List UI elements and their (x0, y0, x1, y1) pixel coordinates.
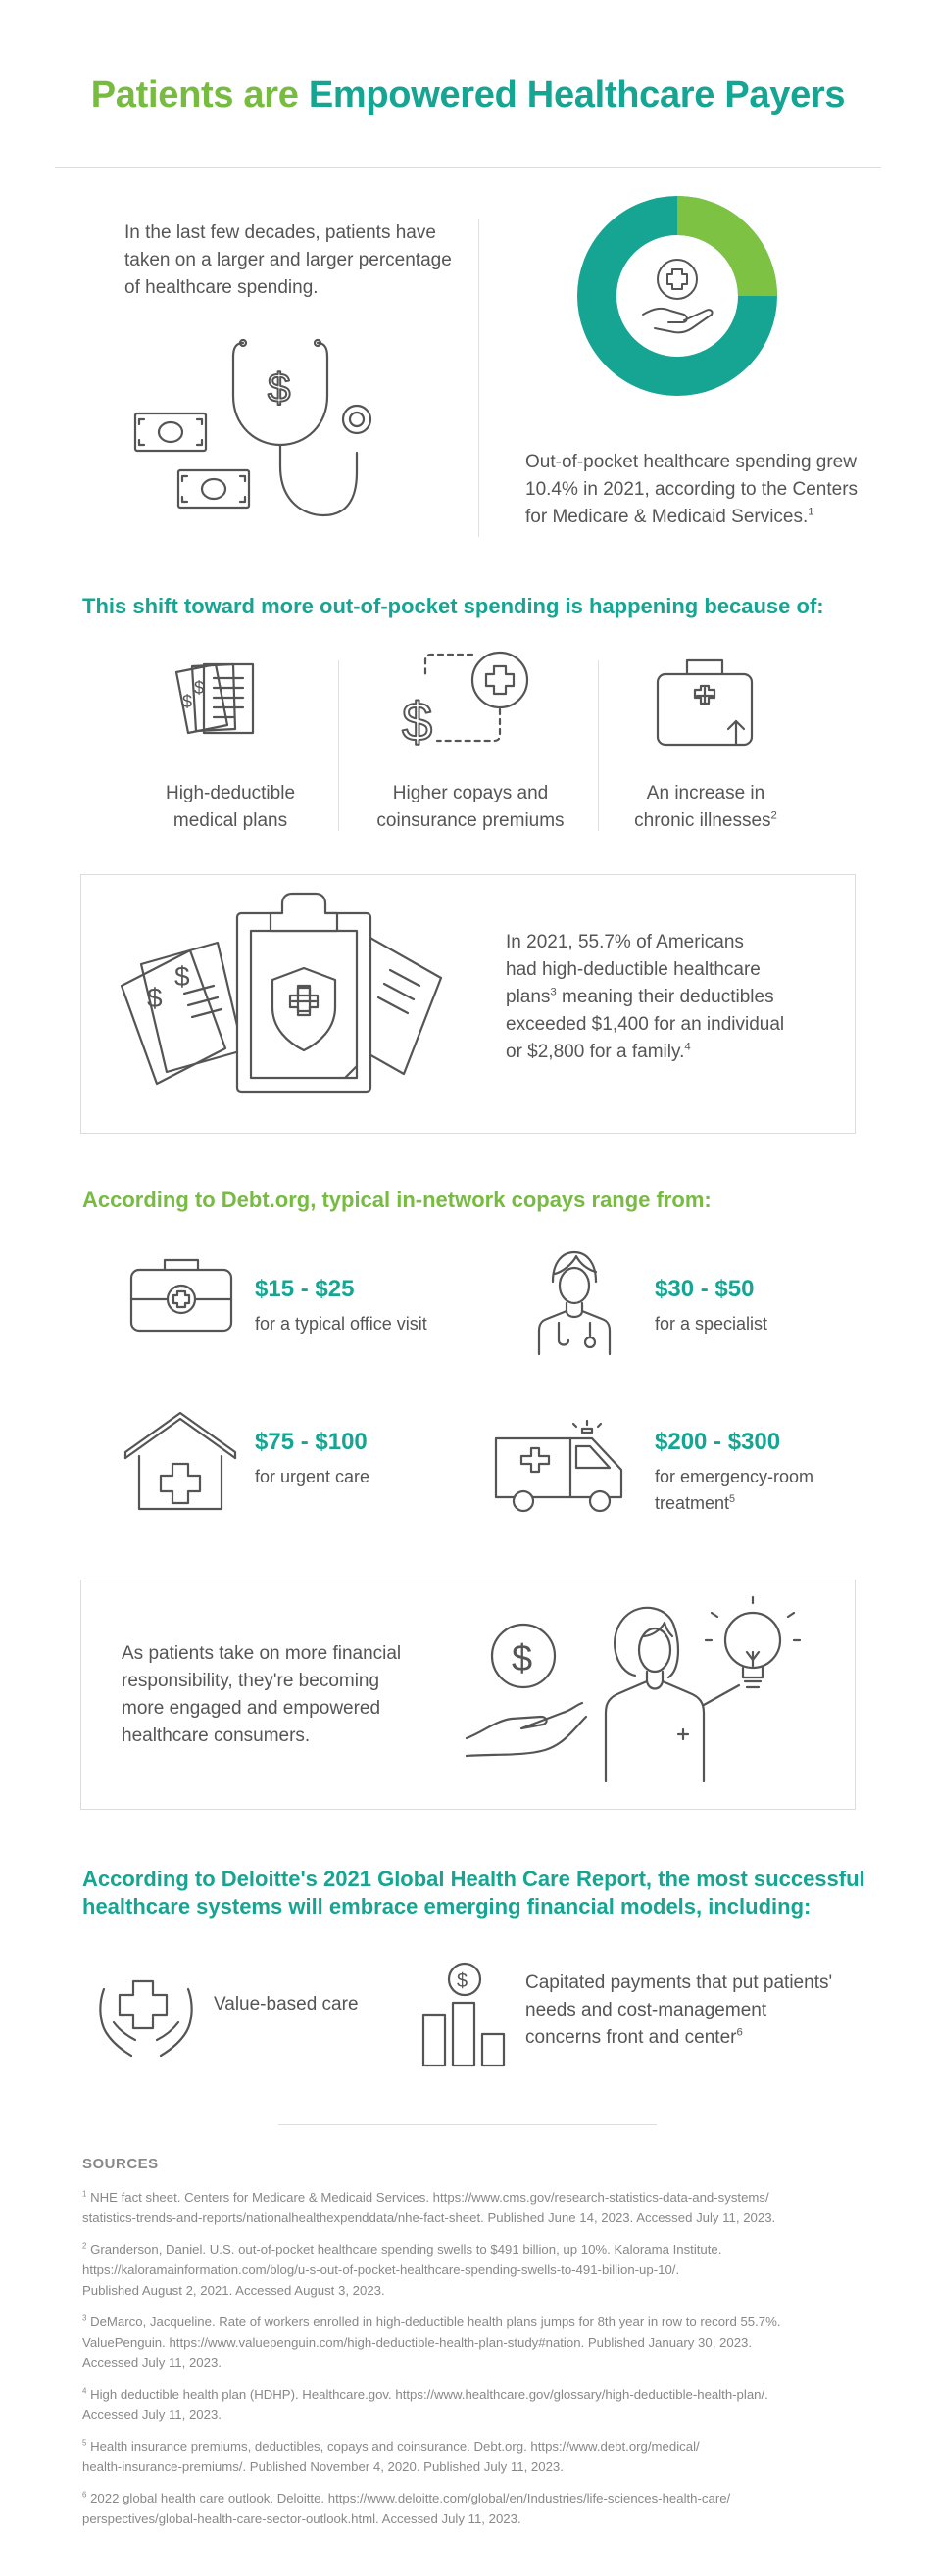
shift-item-1-line-2: medical plans (172, 810, 288, 831)
money-stethoscope-illustration (127, 333, 431, 539)
copay-emergency-desc-2: treatment$^5$ (655, 1493, 736, 1513)
source-line: statistics-trends-and-reports/nationalhealthexpenddata/nhe-fact-sheet. Published June 14, 2023. Accessed July 11, 2023. (82, 2211, 776, 2225)
svg-text:$: $ (512, 1638, 533, 1679)
svg-text:$: $ (147, 983, 163, 1013)
sources-list (82, 2187, 886, 2540)
doctor-icon (535, 1244, 614, 1362)
source-line: $^1$ NHE fact sheet. Centers for Medicare & Medicaid Services. https://www.cms.gov/research-statistics-data-and-systems/ (82, 2189, 769, 2205)
svg-text:$: $ (457, 1970, 468, 1992)
dollar-bill-icon (135, 413, 206, 451)
intro-text: In the last few decades, patients have taken on a larger and larger percentage of healthcare spending. (124, 222, 452, 298)
source-ref: 2 (82, 2241, 87, 2251)
svg-text:$: $ (194, 678, 205, 698)
stethoscope-icon (233, 340, 370, 515)
source-item (82, 2311, 886, 2373)
hdhp-line-1: In 2021, 55.7% of Americans (506, 932, 744, 952)
documents-icon (171, 651, 278, 758)
sources-divider (278, 2124, 657, 2125)
shift-item-2 (363, 780, 578, 835)
engaged-line-2: responsibility, they're becoming (122, 1671, 380, 1691)
copay-office-price: $15 - $25 (255, 1276, 355, 1302)
shift-item-3-line-2: chronic illnesses$^2$ (634, 809, 777, 831)
source-item (82, 2239, 886, 2301)
source-line: Accessed July 11, 2023. (82, 2407, 222, 2422)
capitated-line-3: concerns front and center$^6$ (525, 2026, 743, 2048)
source-line: ValuePenguin. https://www.valuepenguin.com/high-deductible-health-plan-study#nation. Published January 30, 2023. (82, 2335, 753, 2350)
empowered-consumer-illustration (461, 1597, 794, 1793)
copay-urgent (255, 1429, 369, 1490)
copay-urgent-price: $75 - $100 (255, 1429, 368, 1455)
sources-title: SOURCES (82, 2156, 159, 2172)
shift-item-3 (617, 780, 794, 835)
svg-text:$: $ (174, 961, 190, 992)
source-line: Accessed July 11, 2023. (82, 2356, 222, 2370)
copay-emergency (655, 1429, 813, 1517)
copay-emergency-price: $200 - $300 (655, 1429, 781, 1455)
source-ref: 1 (82, 2189, 87, 2199)
urgent-care-house-icon (122, 1415, 239, 1513)
source-line: $^5$ Health insurance premiums, deductibles, copays and coinsurance. Debt.org. https://www.debt.org/medical/ (82, 2438, 700, 2454)
copay-office-desc: for a typical office visit (255, 1314, 427, 1334)
shift-divider-1 (338, 660, 339, 831)
shift-item-2-line-1: Higher copays and (392, 783, 549, 803)
title-part-1: Patients are (90, 74, 309, 116)
source-line: perspectives/global-health-care-sector-outlook.html. Accessed July 11, 2023. (82, 2511, 521, 2526)
dollar-medical-icon (396, 639, 543, 756)
source-ref: 6 (82, 2490, 87, 2500)
copays-heading: According to Debt.org, typical in-network copays range from: (82, 1188, 712, 1212)
spending-donut-chart (574, 193, 780, 399)
engaged-line-4: healthcare consumers. (122, 1725, 311, 1746)
source-ref: 5 (82, 2438, 87, 2448)
deloitte-heading-line-2: healthcare systems will embrace emerging financial models, including: (82, 1894, 812, 1919)
source-item (82, 2488, 886, 2529)
copay-emergency-desc: for emergency-room (655, 1467, 814, 1486)
engaged-text (122, 1640, 445, 1750)
shift-divider-2 (598, 660, 599, 831)
title-divider (55, 167, 881, 168)
source-line: https://kaloramainformation.com/blog/u-s-out-of-pocket-healthcare-spending-swells-to-491-billion-up-10/. (82, 2262, 680, 2277)
title-part-2: Empowered Healthcare Payers (308, 74, 846, 116)
hdhp-line-4: exceeded $1,400 for an individual (506, 1014, 785, 1035)
hdhp-line-5: or $2,800 for a family.$^4$ (506, 1041, 691, 1062)
first-aid-kit-icon (127, 1256, 235, 1335)
shift-item-3-line-1: An increase in (646, 783, 765, 803)
hdhp-line-2: had high-deductible healthcare (506, 959, 761, 980)
source-item (82, 2436, 886, 2477)
source-item (82, 2384, 886, 2425)
engaged-line-1: As patients take on more financial (122, 1643, 402, 1664)
hdhp-line-3: plans$^3$ meaning their deductibles (506, 986, 774, 1007)
source-line: $^3$ DeMarco, Jacqueline. Rate of workers enrolled in high-deductible health plans jumps for 8th year in row to record 55.7%. (82, 2313, 781, 2329)
clipboard-shield-illustration (114, 892, 447, 1097)
copay-office (255, 1276, 427, 1337)
medical-kit-icon (652, 655, 760, 753)
copay-specialist-desc: for a specialist (655, 1314, 768, 1334)
shift-item-1-line-1: High-deductible (165, 783, 296, 803)
hands-cross-icon (92, 1962, 200, 2060)
capitated-line-1: Capitated payments that put patients' (525, 1972, 833, 1993)
copay-specialist (655, 1276, 767, 1337)
source-ref: 3 (82, 2313, 87, 2323)
source-line: $^4$ High deductible health plan (HDHP). Healthcare.gov. https://www.healthcare.gov/glossary/high-deductible-health-plan/. (82, 2386, 768, 2402)
source-ref: 4 (82, 2386, 87, 2396)
svg-text:$: $ (182, 692, 193, 711)
capitated-text (525, 1969, 878, 2052)
ambulance-icon (492, 1419, 629, 1517)
svg-text:$: $ (268, 365, 291, 411)
page-title (0, 74, 936, 117)
copay-specialist-price: $30 - $50 (655, 1276, 755, 1302)
intro-divider (478, 219, 479, 537)
source-line: health-insurance-premiums/. Published November 4, 2020. Published July 11, 2023. (82, 2459, 564, 2474)
intro-stat-text: Out-of-pocket healthcare spending grew 10.4% in 2021, according to the Centers for Medicare & Medicaid Services.$^1$ (525, 452, 859, 527)
shift-item-2-line-2: coinsurance premiums (376, 810, 565, 831)
source-line: $^2$ Granderson, Daniel. U.S. out-of-pocket healthcare spending swells to $491 billion, up 10%. Kalorama Institute. (82, 2241, 722, 2257)
value-based-care: Value-based care (214, 1994, 359, 2015)
capitated-payments-icon (419, 1962, 508, 2069)
deloitte-heading-line-1: According to Deloitte's 2021 Global Health Care Report, the most successful (82, 1867, 865, 1891)
source-line: $^6$ 2022 global health care outlook. Deloitte. https://www.deloitte.com/global/en/Industries/life-sciences-health-care/ (82, 2490, 731, 2505)
source-line: Published August 2, 2021. Accessed August 3, 2023. (82, 2283, 385, 2298)
deloitte-heading (82, 1866, 886, 1920)
hdhp-text (506, 929, 829, 1066)
dollar-bill-icon (178, 470, 249, 508)
shift-item-1 (137, 780, 323, 835)
svg-text:$: $ (402, 691, 433, 753)
shift-heading: This shift toward more out-of-pocket spending is happening because of: (82, 594, 824, 618)
engaged-line-3: more engaged and empowered (122, 1698, 381, 1719)
copay-urgent-desc: for urgent care (255, 1467, 370, 1486)
medical-hand-icon (643, 260, 713, 332)
source-item (82, 2187, 886, 2228)
capitated-line-2: needs and cost-management (525, 2000, 767, 2020)
